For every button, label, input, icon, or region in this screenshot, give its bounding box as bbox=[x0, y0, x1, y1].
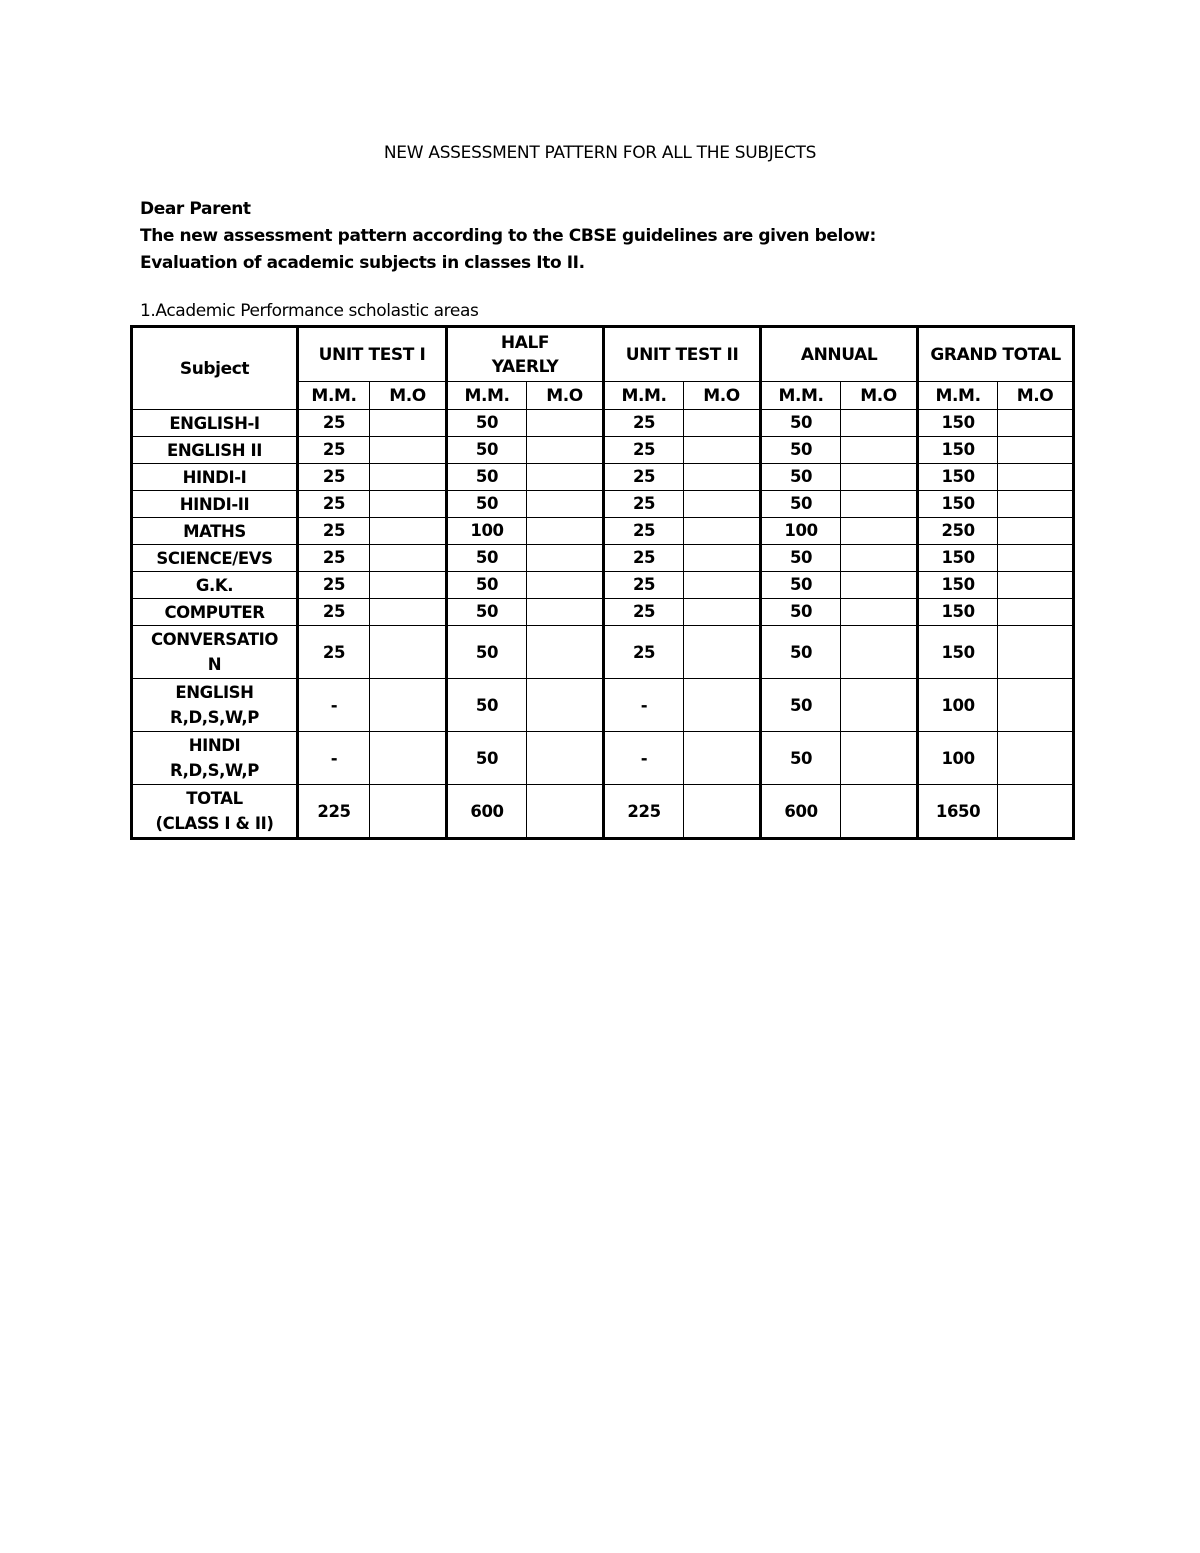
marks-obtained-cell bbox=[370, 491, 447, 518]
marks-obtained-cell bbox=[998, 410, 1074, 437]
marks-obtained-cell bbox=[684, 626, 761, 679]
marks-obtained-header: M.O bbox=[684, 382, 761, 410]
subject-cell: TOTAL (CLASS I & II) bbox=[132, 785, 298, 839]
table-row bbox=[132, 464, 1074, 491]
max-marks-cell: 100 bbox=[918, 732, 998, 785]
max-marks-header: M.M. bbox=[447, 382, 527, 410]
marks-obtained-cell bbox=[998, 491, 1074, 518]
max-marks-header: M.M. bbox=[298, 382, 370, 410]
max-marks-cell: 50 bbox=[761, 679, 841, 732]
marks-obtained-cell bbox=[370, 626, 447, 679]
max-marks-cell: 50 bbox=[447, 572, 527, 599]
marks-obtained-header: M.O bbox=[841, 382, 918, 410]
marks-obtained-cell bbox=[841, 410, 918, 437]
max-marks-cell: 25 bbox=[604, 545, 684, 572]
subject-cell: HINDI-II bbox=[132, 491, 298, 518]
marks-obtained-cell bbox=[998, 732, 1074, 785]
marks-obtained-cell bbox=[370, 785, 447, 839]
max-marks-cell: 50 bbox=[447, 545, 527, 572]
marks-obtained-cell bbox=[998, 464, 1074, 491]
max-marks-header: M.M. bbox=[604, 382, 684, 410]
max-marks-cell: 100 bbox=[761, 518, 841, 545]
max-marks-cell: 25 bbox=[298, 437, 370, 464]
marks-obtained-cell bbox=[370, 545, 447, 572]
table-row bbox=[132, 410, 1074, 437]
group-header: HALF YAERLY bbox=[447, 327, 604, 382]
max-marks-cell: 50 bbox=[447, 491, 527, 518]
section-heading: 1.Academic Performance scholastic areas bbox=[140, 301, 479, 321]
group-header: ANNUAL bbox=[761, 327, 918, 382]
max-marks-cell: 25 bbox=[604, 626, 684, 679]
table-row bbox=[132, 679, 1074, 732]
max-marks-cell: 150 bbox=[918, 599, 998, 626]
table-row bbox=[132, 732, 1074, 785]
table-body bbox=[132, 410, 1074, 839]
max-marks-cell: 225 bbox=[604, 785, 684, 839]
max-marks-cell: 25 bbox=[604, 518, 684, 545]
max-marks-cell: 50 bbox=[761, 545, 841, 572]
marks-obtained-cell bbox=[841, 572, 918, 599]
marks-obtained-cell bbox=[527, 545, 604, 572]
max-marks-cell: 25 bbox=[298, 410, 370, 437]
max-marks-cell: 50 bbox=[761, 572, 841, 599]
subject-cell: ENGLISH II bbox=[132, 437, 298, 464]
max-marks-cell: 225 bbox=[298, 785, 370, 839]
marks-obtained-cell bbox=[370, 732, 447, 785]
max-marks-cell: 25 bbox=[298, 491, 370, 518]
subject-cell: HINDI R,D,S,W,P bbox=[132, 732, 298, 785]
marks-obtained-cell bbox=[841, 732, 918, 785]
marks-obtained-cell bbox=[998, 545, 1074, 572]
marks-obtained-cell bbox=[841, 437, 918, 464]
subject-cell: ENGLISH R,D,S,W,P bbox=[132, 679, 298, 732]
max-marks-cell: 150 bbox=[918, 572, 998, 599]
marks-obtained-cell bbox=[841, 545, 918, 572]
marks-obtained-cell bbox=[998, 679, 1074, 732]
max-marks-cell: 250 bbox=[918, 518, 998, 545]
max-marks-cell: 100 bbox=[447, 518, 527, 545]
max-marks-cell: 25 bbox=[298, 626, 370, 679]
max-marks-cell: 25 bbox=[298, 545, 370, 572]
max-marks-cell: 50 bbox=[761, 437, 841, 464]
max-marks-cell: - bbox=[298, 732, 370, 785]
max-marks-cell: 50 bbox=[447, 732, 527, 785]
subject-header: Subject bbox=[132, 327, 298, 410]
marks-obtained-cell bbox=[684, 545, 761, 572]
max-marks-cell: 100 bbox=[918, 679, 998, 732]
max-marks-cell: 150 bbox=[918, 626, 998, 679]
marks-obtained-cell bbox=[527, 410, 604, 437]
marks-obtained-cell bbox=[684, 599, 761, 626]
marks-obtained-cell bbox=[841, 518, 918, 545]
max-marks-cell: 50 bbox=[447, 410, 527, 437]
max-marks-cell: 50 bbox=[761, 732, 841, 785]
marks-obtained-cell bbox=[527, 572, 604, 599]
max-marks-cell: 25 bbox=[604, 464, 684, 491]
max-marks-cell: 150 bbox=[918, 491, 998, 518]
salutation: Dear Parent bbox=[140, 199, 251, 219]
marks-obtained-cell bbox=[684, 410, 761, 437]
max-marks-cell: 150 bbox=[918, 464, 998, 491]
max-marks-cell: 25 bbox=[298, 572, 370, 599]
max-marks-cell: 50 bbox=[447, 626, 527, 679]
max-marks-cell: - bbox=[298, 679, 370, 732]
max-marks-cell: 50 bbox=[447, 599, 527, 626]
max-marks-cell: 25 bbox=[604, 437, 684, 464]
subject-cell: ENGLISH-I bbox=[132, 410, 298, 437]
table-row bbox=[132, 599, 1074, 626]
marks-obtained-cell bbox=[998, 626, 1074, 679]
marks-obtained-cell bbox=[684, 491, 761, 518]
max-marks-cell: 50 bbox=[447, 437, 527, 464]
max-marks-cell: 1650 bbox=[918, 785, 998, 839]
marks-obtained-header: M.O bbox=[527, 382, 604, 410]
table-row bbox=[132, 518, 1074, 545]
table-row bbox=[132, 785, 1074, 839]
subject-cell: COMPUTER bbox=[132, 599, 298, 626]
marks-obtained-cell bbox=[527, 464, 604, 491]
marks-obtained-cell bbox=[684, 732, 761, 785]
subject-cell: MATHS bbox=[132, 518, 298, 545]
marks-obtained-cell bbox=[841, 464, 918, 491]
table-group-header-row bbox=[132, 327, 1074, 382]
marks-obtained-cell bbox=[684, 464, 761, 491]
marks-obtained-cell bbox=[370, 464, 447, 491]
max-marks-cell: 150 bbox=[918, 437, 998, 464]
max-marks-cell: - bbox=[604, 679, 684, 732]
max-marks-cell: 600 bbox=[447, 785, 527, 839]
intro-line-1: The new assessment pattern according to the CBSE guidelines are given below: bbox=[140, 226, 876, 246]
max-marks-cell: 150 bbox=[918, 410, 998, 437]
max-marks-cell: 25 bbox=[604, 599, 684, 626]
subject-cell: CONVERSATIO N bbox=[132, 626, 298, 679]
group-header: UNIT TEST I bbox=[298, 327, 447, 382]
marks-obtained-cell bbox=[684, 437, 761, 464]
marks-obtained-cell bbox=[370, 599, 447, 626]
marks-obtained-cell bbox=[370, 572, 447, 599]
marks-obtained-cell bbox=[998, 518, 1074, 545]
marks-obtained-cell bbox=[527, 679, 604, 732]
max-marks-cell: 50 bbox=[761, 464, 841, 491]
max-marks-cell: 50 bbox=[761, 491, 841, 518]
marks-obtained-cell bbox=[998, 785, 1074, 839]
marks-obtained-cell bbox=[527, 518, 604, 545]
marks-obtained-cell bbox=[684, 572, 761, 599]
max-marks-cell: - bbox=[604, 732, 684, 785]
marks-obtained-cell bbox=[684, 785, 761, 839]
subject-cell: G.K. bbox=[132, 572, 298, 599]
marks-obtained-cell bbox=[841, 785, 918, 839]
max-marks-cell: 150 bbox=[918, 545, 998, 572]
max-marks-cell: 25 bbox=[604, 572, 684, 599]
subject-cell: SCIENCE/EVS bbox=[132, 545, 298, 572]
max-marks-cell: 25 bbox=[298, 464, 370, 491]
max-marks-cell: 50 bbox=[447, 679, 527, 732]
max-marks-header: M.M. bbox=[761, 382, 841, 410]
group-header: GRAND TOTAL bbox=[918, 327, 1074, 382]
subject-cell: HINDI-I bbox=[132, 464, 298, 491]
marks-obtained-cell bbox=[684, 518, 761, 545]
marks-obtained-cell bbox=[527, 732, 604, 785]
table-row bbox=[132, 626, 1074, 679]
table-row bbox=[132, 437, 1074, 464]
max-marks-cell: 50 bbox=[761, 599, 841, 626]
max-marks-cell: 25 bbox=[298, 518, 370, 545]
page-title: NEW ASSESSMENT PATTERN FOR ALL THE SUBJECTS bbox=[383, 143, 817, 163]
marks-obtained-cell bbox=[998, 599, 1074, 626]
max-marks-cell: 50 bbox=[447, 464, 527, 491]
marks-obtained-cell bbox=[841, 599, 918, 626]
table-row bbox=[132, 491, 1074, 518]
marks-obtained-cell bbox=[527, 626, 604, 679]
max-marks-cell: 600 bbox=[761, 785, 841, 839]
marks-obtained-cell bbox=[841, 491, 918, 518]
marks-obtained-cell bbox=[370, 410, 447, 437]
max-marks-cell: 25 bbox=[604, 410, 684, 437]
group-header: UNIT TEST II bbox=[604, 327, 761, 382]
intro-block bbox=[140, 196, 876, 277]
marks-obtained-cell bbox=[370, 518, 447, 545]
marks-obtained-cell bbox=[370, 437, 447, 464]
marks-obtained-header: M.O bbox=[370, 382, 447, 410]
max-marks-cell: 25 bbox=[604, 491, 684, 518]
marks-obtained-cell bbox=[841, 626, 918, 679]
max-marks-cell: 50 bbox=[761, 410, 841, 437]
marks-obtained-cell bbox=[841, 679, 918, 732]
table-row bbox=[132, 545, 1074, 572]
marks-obtained-cell bbox=[998, 437, 1074, 464]
marks-obtained-cell bbox=[527, 437, 604, 464]
marks-obtained-cell bbox=[998, 572, 1074, 599]
marks-obtained-cell bbox=[527, 599, 604, 626]
marks-obtained-header: M.O bbox=[998, 382, 1074, 410]
marks-obtained-cell bbox=[527, 491, 604, 518]
max-marks-cell: 50 bbox=[761, 626, 841, 679]
marks-obtained-cell bbox=[370, 679, 447, 732]
intro-line-2: Evaluation of academic subjects in classes Ito II. bbox=[140, 253, 585, 273]
max-marks-cell: 25 bbox=[298, 599, 370, 626]
table-row bbox=[132, 572, 1074, 599]
max-marks-header: M.M. bbox=[918, 382, 998, 410]
marks-obtained-cell bbox=[684, 679, 761, 732]
marks-obtained-cell bbox=[527, 785, 604, 839]
assessment-table bbox=[130, 325, 1075, 840]
